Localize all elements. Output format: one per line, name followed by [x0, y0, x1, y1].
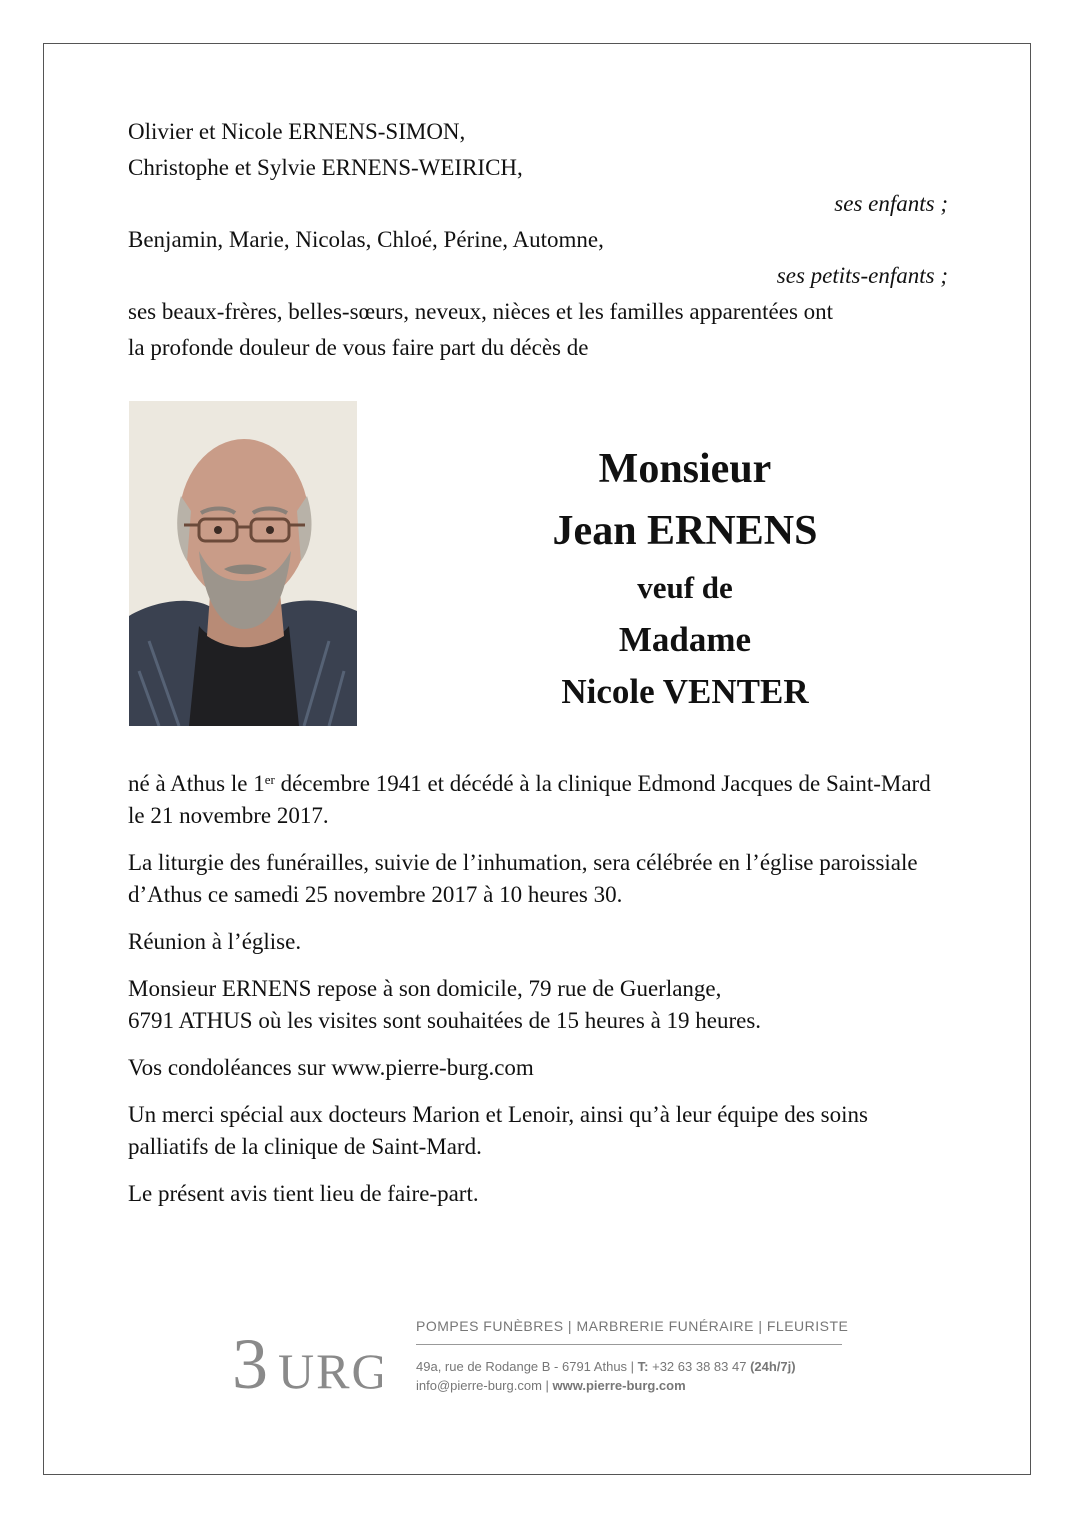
- meeting-paragraph: Réunion à l’église.: [128, 929, 302, 954]
- deceased-names: [470, 448, 900, 726]
- footer-divider: [416, 1344, 842, 1345]
- thanks-paragraph: Un merci spécial aux docteurs Marion et Lenoir, ainsi qu’à leur équipe des soins palliatifs de la clinique de Saint-Mard.: [128, 1102, 868, 1159]
- deceased-name: Jean ERNENS: [552, 508, 818, 554]
- children-line-1: Olivier et Nicole ERNENS-SIMON,: [128, 119, 466, 144]
- footer-address-line: [416, 1357, 848, 1376]
- family-line-1: ses beaux-frères, belles-sœurs, neveux, nièces et les familles apparentées ont: [128, 299, 834, 324]
- birth-text-start: né à Athus le 1: [128, 771, 265, 796]
- condolences-paragraph: Vos condoléances sur www.pierre-burg.com: [128, 1055, 534, 1080]
- ordinal-superscript: er: [264, 772, 275, 787]
- notice-paragraph: Le présent avis tient lieu de faire-part.: [128, 1181, 479, 1206]
- funeral-paragraph: La liturgie des funérailles, suivie de l’inhumation, sera célébrée en l’église paroissiale d’Athus ce samedi 25 novembre 2017 à 10 heures 30.: [128, 850, 918, 907]
- announcement-body: [128, 768, 948, 1225]
- footer-phone-label: T:: [637, 1359, 649, 1374]
- footer-contact: [416, 1318, 848, 1395]
- footer-address: 49a, rue de Rodange B - 6791 Athus |: [416, 1359, 638, 1374]
- svg-text:3: 3: [232, 1324, 268, 1395]
- birth-text-end: décembre 1941 et décédé à la clinique Edmond Jacques de Saint-Mard le 21 novembre 2017.: [128, 771, 931, 828]
- footer-phone: +32 63 38 83 47: [648, 1359, 751, 1374]
- rest-line-2: 6791 ATHUS où les visites sont souhaitées de 15 heures à 19 heures.: [128, 1008, 762, 1033]
- svg-text:URG: URG: [278, 1343, 382, 1395]
- family-line-2: la profonde douleur de vous faire part du décès de: [128, 335, 589, 360]
- deceased-title: Monsieur: [598, 446, 772, 492]
- rest-paragraph: [128, 973, 948, 1037]
- children-label: ses enfants ;: [834, 191, 948, 216]
- footer-services: POMPES FUNÈBRES | MARBRERIE FUNÉRAIRE | FLEURISTE: [416, 1318, 849, 1334]
- birth-death-paragraph: [128, 768, 948, 832]
- spouse-title: Madame: [618, 620, 752, 659]
- deceased-photo: [129, 401, 357, 726]
- burg-logo: [232, 1320, 382, 1395]
- footer-hours: (24h/7j): [750, 1359, 796, 1374]
- grandchildren-label: ses petits-enfants ;: [776, 263, 948, 288]
- footer-web-line: [416, 1376, 848, 1395]
- rest-line-1: Monsieur ERNENS repose à son domicile, 79 rue de Guerlange,: [128, 976, 722, 1001]
- announcement-intro: [128, 114, 948, 366]
- spouse-name: Nicole VENTER: [561, 672, 809, 711]
- grandchildren-line: Benjamin, Marie, Nicolas, Chloé, Périne, Automne,: [128, 227, 604, 252]
- relation-text: veuf de: [637, 570, 733, 605]
- footer-website: www.pierre-burg.com: [552, 1378, 686, 1393]
- children-line-2: Christophe et Sylvie ERNENS-WEIRICH,: [128, 155, 523, 180]
- footer-email: info@pierre-burg.com |: [416, 1378, 553, 1393]
